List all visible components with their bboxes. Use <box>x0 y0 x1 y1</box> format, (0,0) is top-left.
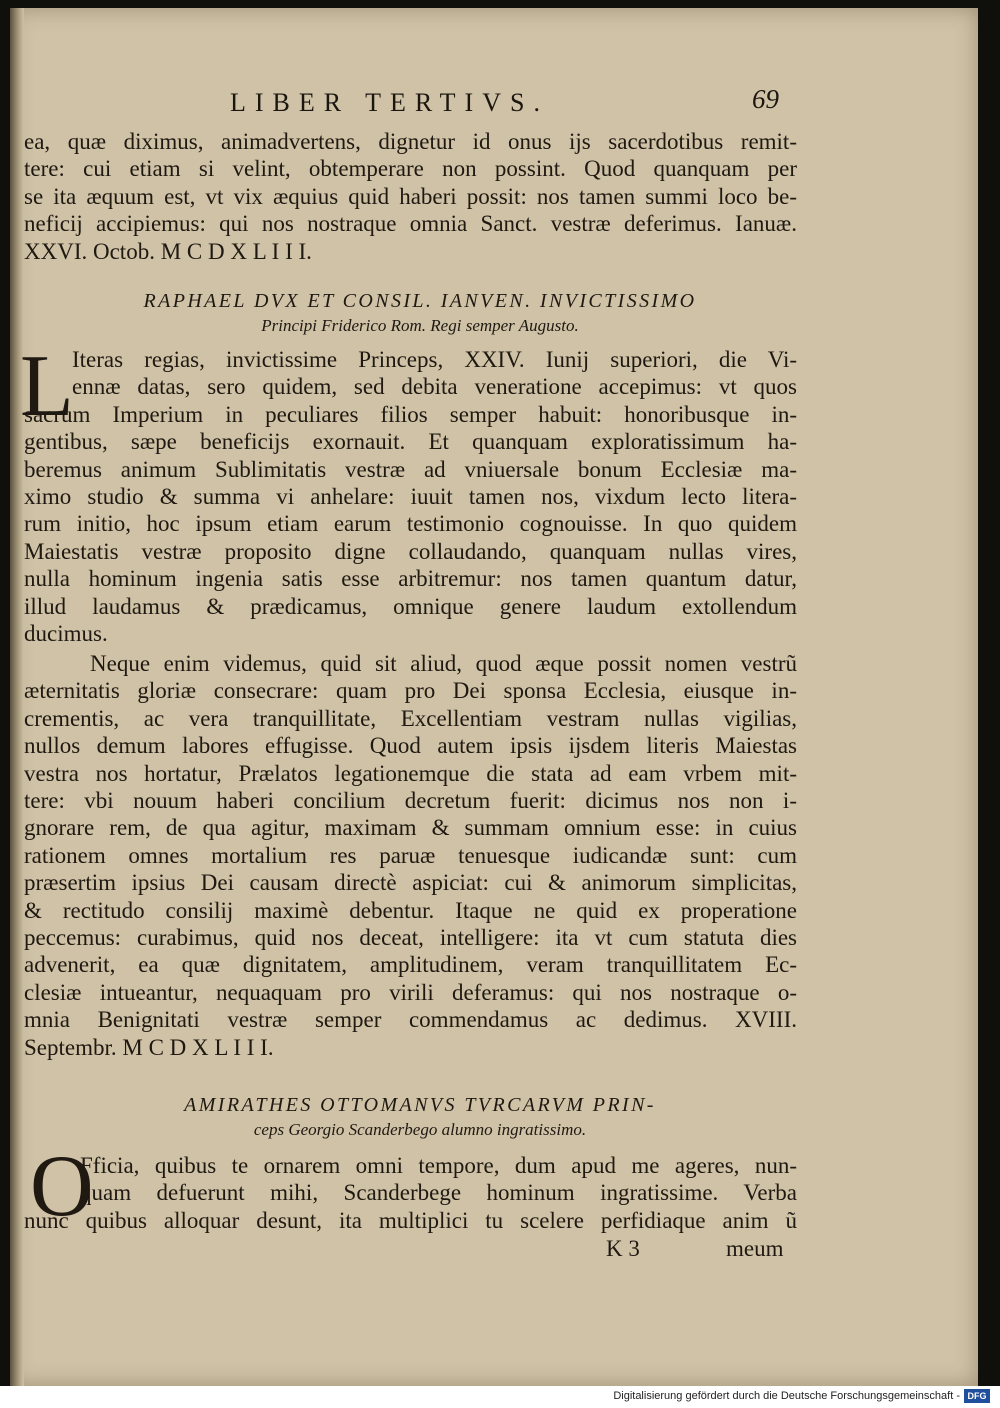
text-line: nulla hominum ingenia satis esse arbitremur: nos tamen quantum datur, <box>24 566 797 592</box>
text-line: Neque enim videmus, quid sit aliud, quod æque possit nomen vestrũ <box>90 651 797 676</box>
letter-2-title: AMIRATHES OTTOMANVS TVRCARVM PRIN- <box>184 1094 656 1116</box>
text-line: gnorare rem, de qua agitur, maximam & summam omnium esse: in cuius <box>24 815 797 841</box>
text-line: & rectitudo consilij maximè debentur. Itaque ne quid ex properatione <box>24 897 797 923</box>
text-line: sacrum Imperium in peculiares filios semper habuit: honoribusque in- <box>24 401 797 427</box>
text-line: se ita æquum est, vt vix æquius quid haberi possit: nos tamen summi loco be- <box>24 183 797 209</box>
text-line: Iteras regias, invictissime Princeps, XXIV. Iunij superiori, die Vi- <box>72 347 797 372</box>
letter-1-title: RAPHAEL DVX ET CONSIL. IANVEN. INVICTISSIMO <box>143 290 697 312</box>
text-line: illud laudamus & prædicamus, omnique genere laudum extollendum <box>24 593 797 619</box>
footer-credit: Digitalisierung gefördert durch die Deutsche Forschungsgemeinschaft - <box>613 1390 960 1402</box>
signature-mark: K 3 <box>606 1236 640 1261</box>
text-line: rationem omnes mortalium res paruæ tenuesque iudicandæ sunt: cum <box>24 842 797 868</box>
text-line: rum initio, hoc ipsum etiam earum testimonio cognouisse. In quo quidem <box>24 511 797 537</box>
text-line: gentibus, sæpe beneficijs exornauit. Et quanquam exploratissimum ha- <box>24 429 797 455</box>
dfg-logo: DFG <box>964 1389 990 1403</box>
text-line: æternitatis gloriæ consecrare: quam pro Dei sponsa Ecclesia, eiusque in- <box>24 678 797 704</box>
running-head: LIBER TERTIVS. <box>230 88 549 117</box>
text-line: ennæ datas, sero quidem, sed debita veneratione accepimus: vt quos <box>72 374 797 400</box>
text-line: peccemus: curabimus, quid nos deceat, intelligere: ita vt cum statuta dies <box>24 925 797 951</box>
previous-letter-ending <box>24 128 797 265</box>
text-line: tere: vbi nouum haberi concilium decretum fuerit: dicimus nos non i- <box>24 788 797 814</box>
catchword: meum <box>726 1236 784 1261</box>
letter-2-heading <box>40 1092 800 1142</box>
footer-bar <box>0 1386 1000 1408</box>
text-line: mnia Benignitati vestræ semper commendamus ac dedimus. XVIII. <box>24 1007 797 1033</box>
text-line: tere: cui etiam si velint, obtemperare non possint. Quod quanquam per <box>24 156 797 182</box>
page-number: 69 <box>752 84 779 114</box>
letter-2-subtitle: ceps Georgio Scanderbego alumno ingratissimo. <box>253 1120 587 1139</box>
text-line: advenerit, ea quæ dignitatem, amplitudinem, veram tranquillitatem Ec- <box>24 952 797 978</box>
drop-cap-L: L <box>20 338 74 435</box>
text-line: quam defuerunt mihi, Scanderbege hominum ingratissime. Verba <box>80 1180 797 1206</box>
letter-2-paragraph <box>24 1138 797 1235</box>
text-line: Maiestatis vestræ proposito digne collaudando, quanquam nullas vires, <box>24 538 797 564</box>
text-line: clesiæ intueantur, nequaquam pro virili deferamus: qui nos nostraque o- <box>24 979 797 1005</box>
text-line: ducimus. <box>24 621 108 647</box>
letter-1-paragraph-2 <box>24 650 797 1061</box>
text-line: beremus animum Sublimitatis vestræ ad vniuersale bonum Ecclesiæ ma- <box>24 456 797 482</box>
text-line: ximo studio & summa vi anhelare: iuuit tamen nos, vixdum lecto litera- <box>24 484 797 510</box>
text-line: Septembr. M C D X L I I I. <box>24 1034 274 1060</box>
page-gutter-edge <box>10 8 24 1386</box>
text-line: neficij accipiemus: qui nos nostraque omnia Sanct. vestræ deferimus. Ianuæ. <box>24 211 797 237</box>
text-line: crementis, ac vera tranquillitate, Excellentiam vestram nullas vigilias, <box>24 705 797 731</box>
text-line: nunc quibus alloquar desunt, ita multiplici tu scelere perfidiaque anim ũ <box>24 1207 797 1233</box>
text-line: Fficia, quibus te ornarem omni tempore, dum apud me ageres, nun- <box>80 1153 797 1178</box>
letter-1-paragraph-1 <box>24 346 797 647</box>
letter-1-subtitle: Principi Friderico Rom. Regi semper Augusto. <box>261 316 579 335</box>
drop-cap-O: O <box>30 1138 94 1235</box>
letter-1-heading <box>40 288 800 338</box>
text-line: præsertim ipsius Dei causam directè aspiciat: cui & animorum simplicitas, <box>24 870 797 896</box>
text-line: vestra nos hortatur, Prælatos legationemque die stata ad eam vrbem mit- <box>24 760 797 786</box>
text-line: ea, quæ diximus, animadvertens, dignetur id onus ijs sacerdotibus remit- <box>24 129 797 154</box>
text-line: XXVI. Octob. M C D X L I I I. <box>24 238 312 264</box>
text-line: nullos demum labores effugisse. Quod autem ipsis ijsdem literis Maiestas <box>24 733 797 759</box>
